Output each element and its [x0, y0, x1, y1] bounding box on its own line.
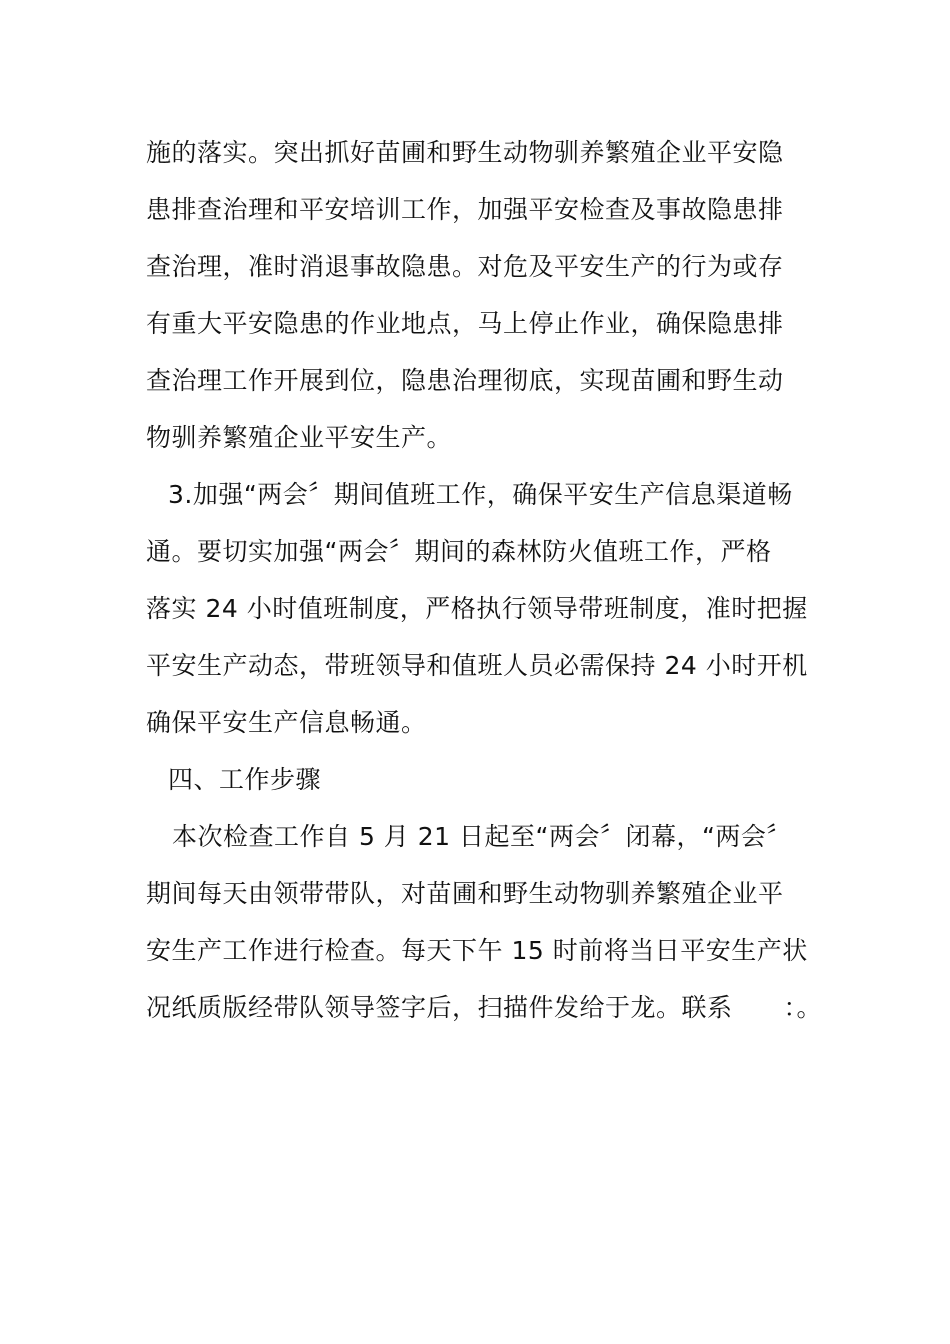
- paragraph-line: 期间每天由领带带队，对苗圃和野生动物驯养繁殖企业平: [146, 879, 784, 908]
- paragraph-line: 本次检查工作自 5 月 21 日起至“两会〞闭幕，“两会〞: [172, 822, 792, 851]
- paragraph-line: 确保平安生产信息畅通。: [146, 708, 427, 737]
- paragraph-line: 有重大平安隐患的作业地点，马上停止作业，确保隐患排: [146, 309, 784, 338]
- paragraph-line: 查治理工作开展到位，隐患治理彻底，实现苗圃和野生动: [146, 366, 784, 395]
- paragraph-line: 查治理，准时消退事故隐患。对危及平安生产的行为或存: [146, 252, 784, 281]
- paragraph-line: 患排查治理和平安培训工作，加强平安检查及事故隐患排: [146, 195, 784, 224]
- paragraph-line: 施的落实。突出抓好苗圃和野生动物驯养繁殖企业平安隐: [146, 138, 784, 167]
- paragraph-line: 3.加强“两会〞期间值班工作，确保平安生产信息渠道畅: [168, 480, 793, 509]
- paragraph-line: 物驯养繁殖企业平安生产。: [146, 423, 453, 452]
- paragraph-line: 平安生产动态，带班领导和值班人员必需保持 24 小时开机: [146, 651, 808, 680]
- paragraph-line: 落实 24 小时值班制度，严格执行领导带班制度，准时把握: [146, 594, 808, 623]
- paragraph-line: 况纸质版经带队领导签字后，扫描件发给于龙。联系 ：。: [146, 993, 823, 1022]
- section-heading: 四、工作步骤: [168, 765, 322, 794]
- paragraph-line: 安生产工作进行检查。每天下午 15 时前将当日平安生产状: [146, 936, 808, 965]
- paragraph-line: 通。要切实加强“两会〞期间的森林防火值班工作，严格: [146, 537, 772, 566]
